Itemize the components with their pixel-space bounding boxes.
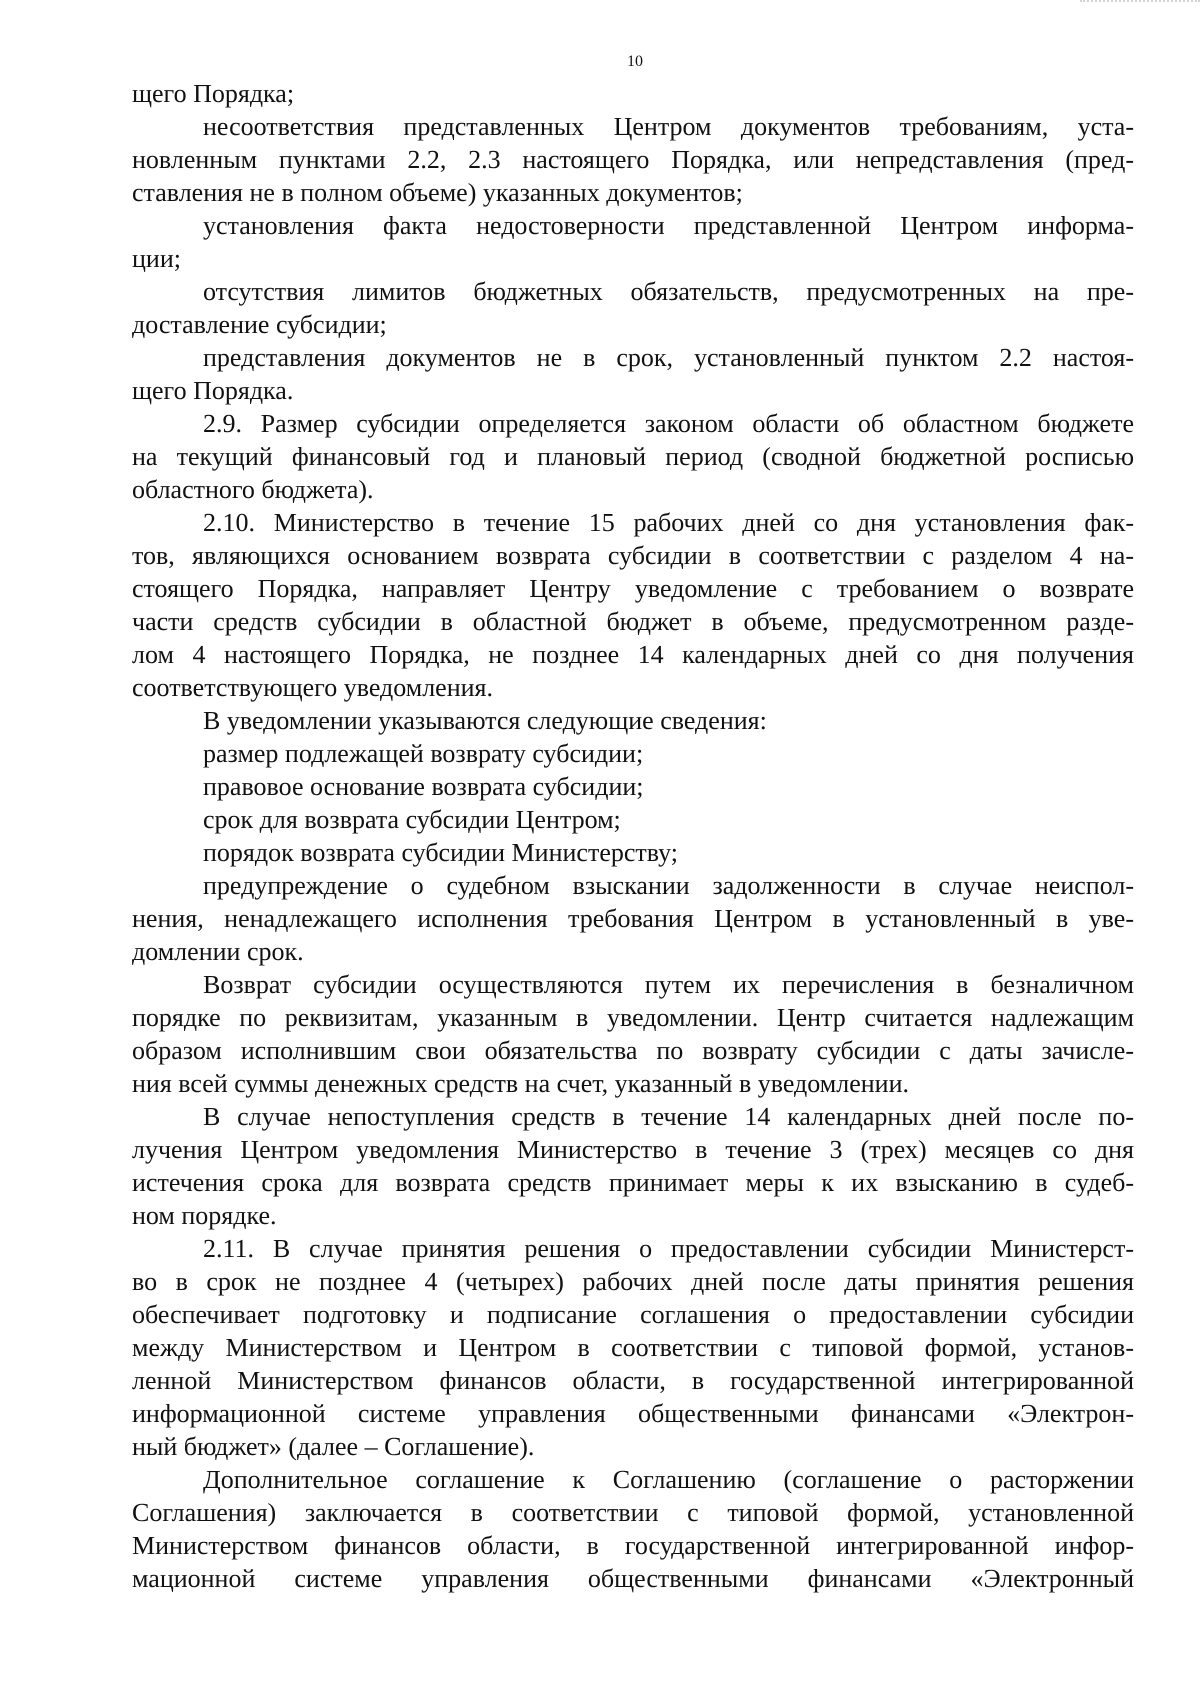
text-line: информационной системе управления общественными финансами «Электрон- (132, 1399, 1134, 1428)
text-line: стоящего Порядка, направляет Центру уведомление с требованием о возврате (132, 574, 1134, 603)
text-line: ном порядке. (132, 1201, 277, 1230)
text-line: Возврат субсидии осуществляются путем их перечисления в безналичном (203, 970, 1134, 999)
text-line: 2.11. В случае принятия решения о предоставлении субсидии Министерст- (203, 1234, 1134, 1263)
text-line: лучения Центром уведомления Министерство в течение 3 (трех) месяцев со дня (132, 1135, 1134, 1164)
text-line: новленным пунктами 2.2, 2.3 настоящего Порядка, или непредставления (пред- (132, 145, 1134, 174)
page-number: 10 (627, 53, 643, 70)
text-line: образом исполнившим свои обязательства по возврату субсидии с даты зачисле- (132, 1036, 1134, 1065)
scan-edge-mark (1080, 0, 1200, 10)
text-line: Министерством финансов области, в государственной интегрированной инфор- (132, 1531, 1134, 1560)
text-line: ленной Министерством финансов области, в государственной интегрированной (132, 1366, 1134, 1395)
text-line: ставления не в полном объеме) указанных документов; (132, 178, 743, 207)
text-line: порядок возврата субсидии Министерству; (203, 838, 679, 867)
text-line: В случае непоступления средств в течение 14 календарных дней после по- (203, 1102, 1134, 1131)
text-line: ный бюджет» (далее – Соглашение). (132, 1432, 535, 1461)
text-line: 2.10. Министерство в течение 15 рабочих дней со дня установления фак- (203, 508, 1134, 537)
text-line: щего Порядка; (132, 79, 295, 108)
text-line: на текущий финансовый год и плановый период (сводной бюджетной росписью (132, 442, 1134, 471)
text-line: домлении срок. (132, 937, 304, 966)
text-line: размер подлежащей возврату субсидии; (203, 739, 644, 768)
text-line: мационной системе управления общественными финансами «Электронный (132, 1564, 1134, 1593)
text-line: соответствующего уведомления. (132, 673, 494, 702)
text-line: щего Порядка. (132, 376, 294, 405)
text-line: областного бюджета). (132, 475, 374, 504)
text-line: правовое основание возврата субсидии; (203, 772, 644, 801)
text-line: нения, ненадлежащего исполнения требования Центром в установленный в уве- (132, 904, 1134, 933)
text-line: представления документов не в срок, установленный пунктом 2.2 настоя- (203, 343, 1134, 372)
text-line: отсутствия лимитов бюджетных обязательств, предусмотренных на пре- (203, 277, 1134, 306)
text-line: 2.9. Размер субсидии определяется законом области об областном бюджете (203, 409, 1134, 438)
text-line: обеспечивает подготовку и подписание соглашения о предоставлении субсидии (132, 1300, 1134, 1329)
text-line: тов, являющихся основанием возврата субсидии в соответствии с разделом 4 на- (132, 541, 1134, 570)
text-line: истечения срока для возврата средств принимает меры к их взысканию в судеб- (132, 1168, 1134, 1197)
text-line: несоответствия представленных Центром документов требованиям, уста- (203, 112, 1134, 141)
text-line: Соглашения) заключается в соответствии с типовой формой, установленной (132, 1498, 1134, 1527)
text-line: предупреждение о судебном взыскании задолженности в случае неиспол- (203, 871, 1134, 900)
text-line: установления факта недостоверности представленной Центром информа- (203, 211, 1134, 240)
text-line: части средств субсидии в областной бюджет в объеме, предусмотренном разде- (132, 607, 1134, 636)
text-line: В уведомлении указываются следующие сведения: (203, 706, 767, 735)
text-line: ния всей суммы денежных средств на счет, указанный в уведомлении. (132, 1069, 910, 1098)
text-line: между Министерством и Центром в соответствии с типовой формой, установ- (132, 1333, 1134, 1362)
text-line: лом 4 настоящего Порядка, не позднее 14 календарных дней со дня получения (132, 640, 1134, 669)
text-line: ции; (132, 244, 181, 273)
text-line: порядке по реквизитам, указанным в уведомлении. Центр считается надлежащим (132, 1003, 1134, 1032)
text-line: Дополнительное соглашение к Соглашению (соглашение о расторжении (203, 1465, 1134, 1494)
document-body (132, 77, 1134, 1595)
text-line: во в срок не позднее 4 (четырех) рабочих дней после даты принятия решения (132, 1267, 1134, 1296)
text-line: доставление субсидии; (132, 310, 387, 339)
text-line: срок для возврата субсидии Центром; (203, 805, 621, 834)
